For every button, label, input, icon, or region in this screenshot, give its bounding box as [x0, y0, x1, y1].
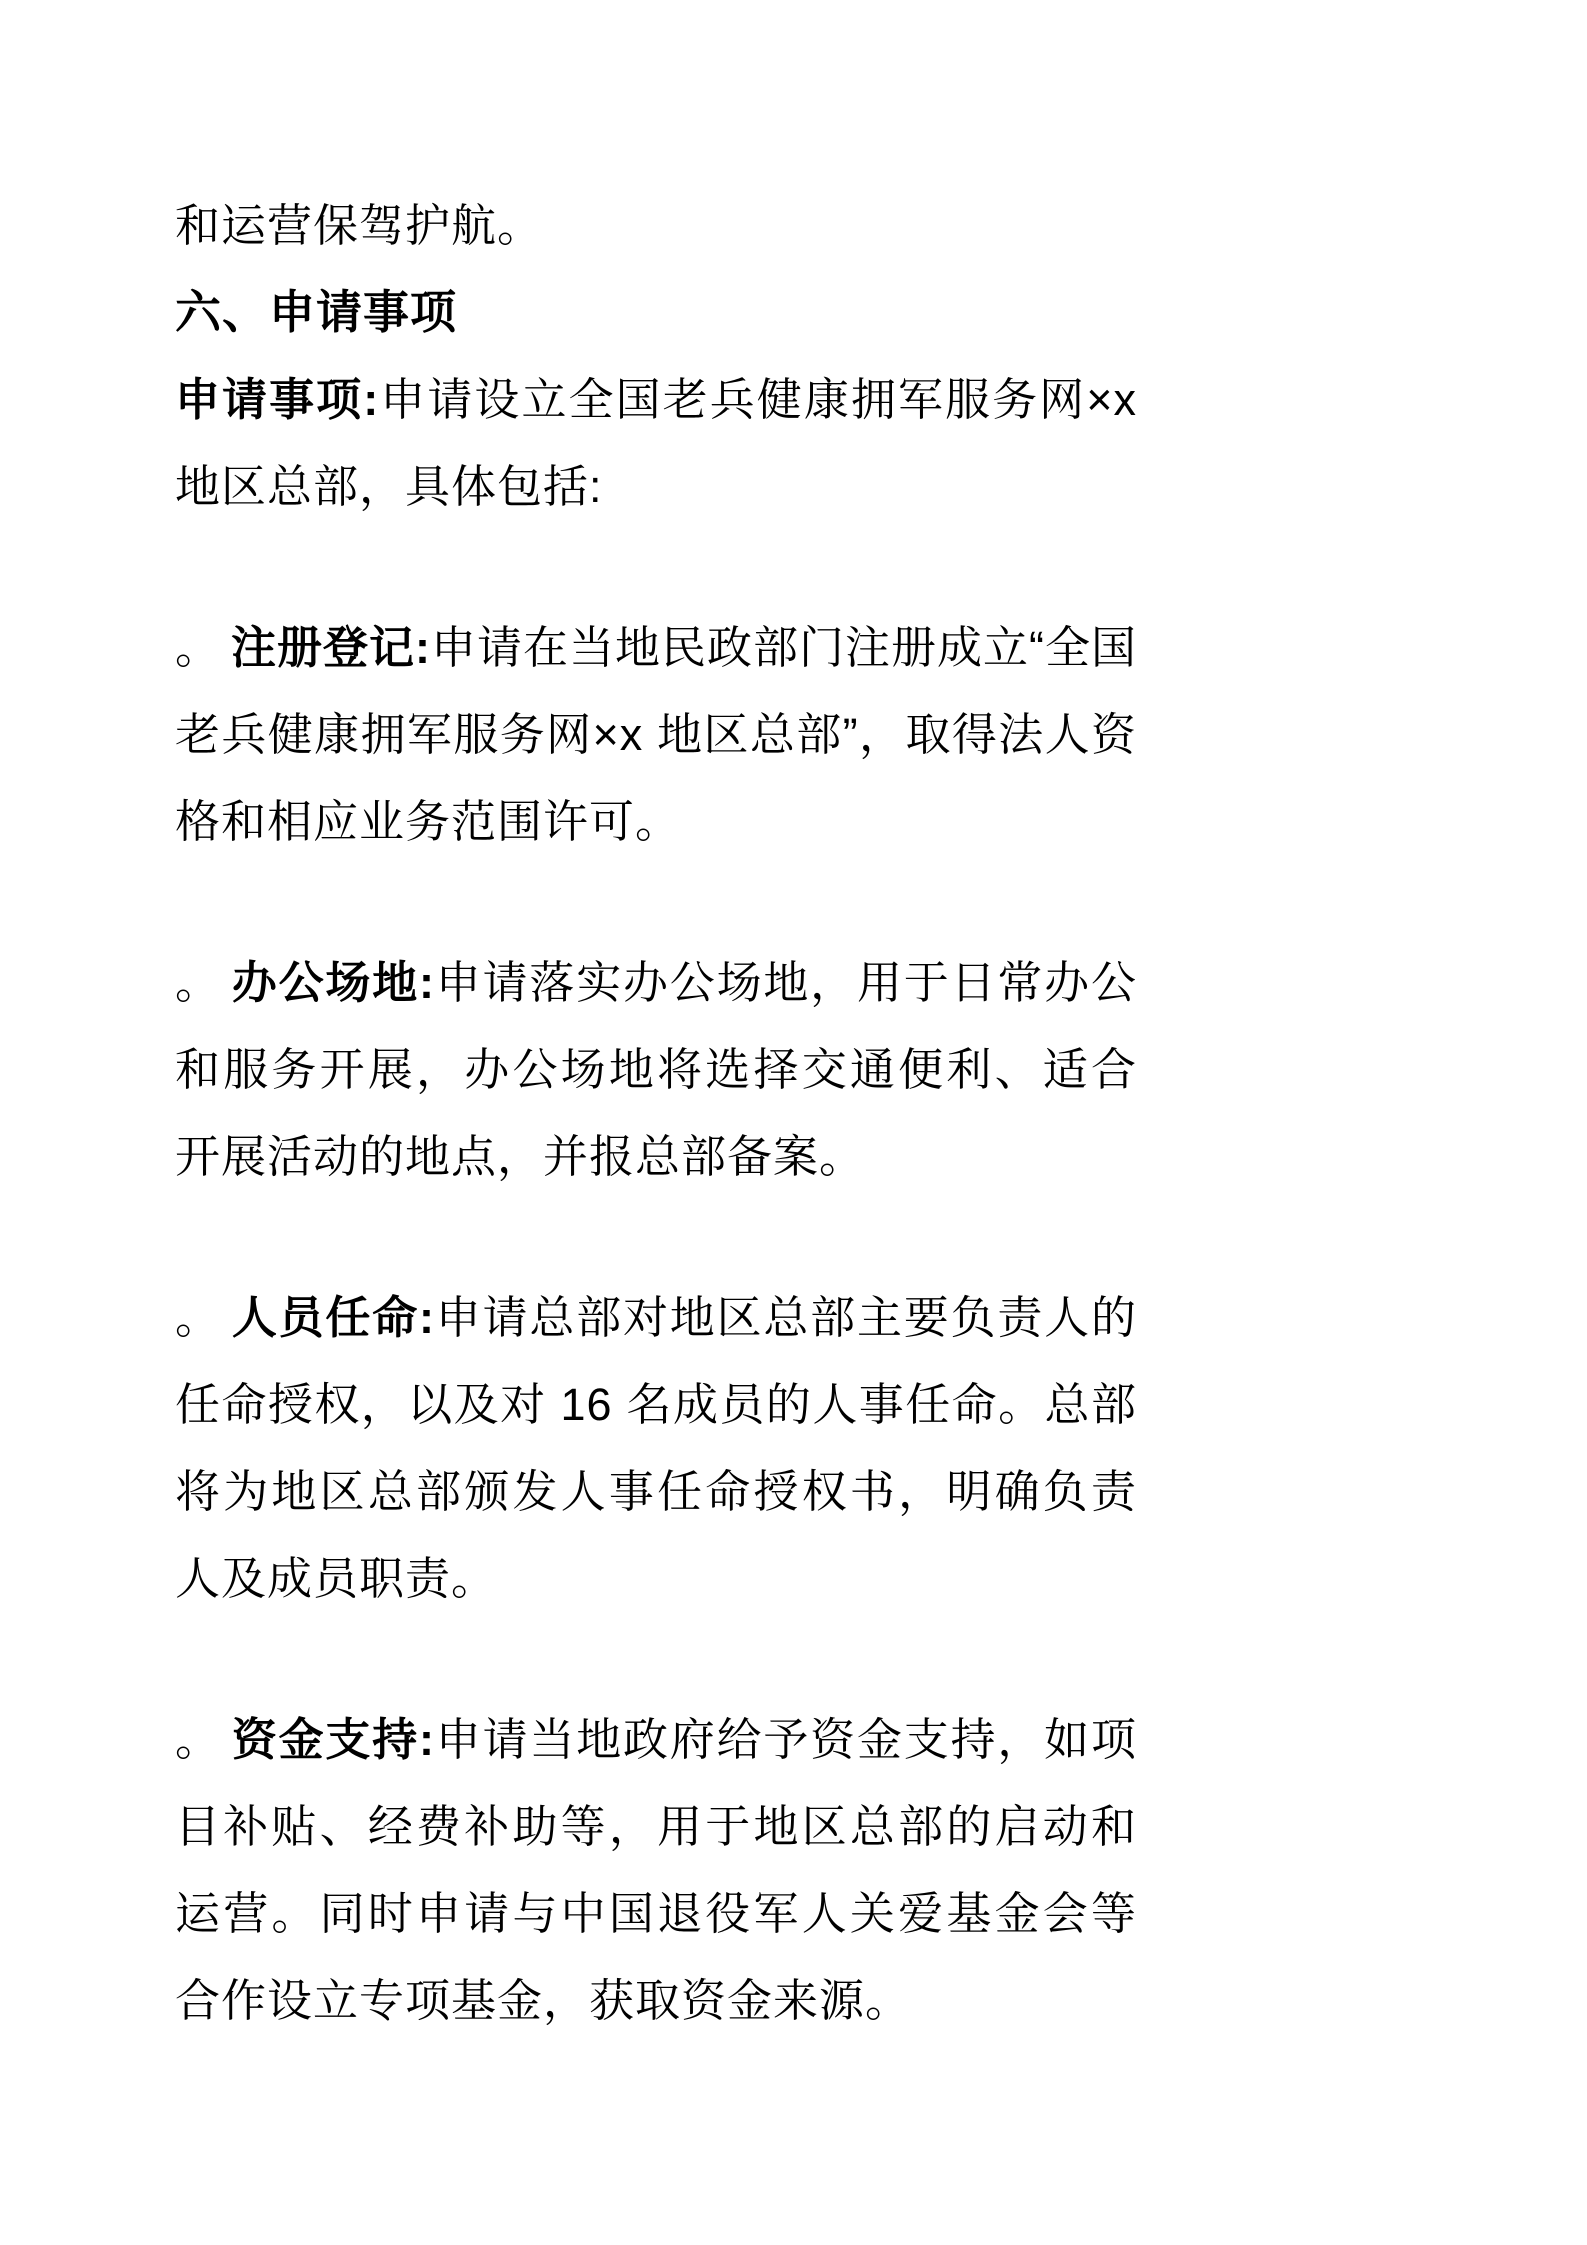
section-heading: 六、申请事项 — [175, 286, 457, 338]
bullet-paragraph-personnel — [175, 1274, 1137, 1622]
paragraph-continuation — [175, 182, 1137, 269]
bullet-marker: 。 — [175, 1714, 222, 1765]
bullet-paragraph-registration — [175, 604, 1137, 865]
bullet-marker: 。 — [175, 957, 222, 1008]
item-text: 申请总部对地区总部主要负责人的任命授权，以及对 16 名成员的人事任命。总部将为地区总部颁发人事任命授权书，明确负责人及成员职责。 — [175, 1292, 1137, 1604]
bullet-marker: 。 — [175, 622, 222, 673]
overview-label: 申请事项: — [175, 374, 380, 425]
item-label: 办公场地: — [231, 957, 435, 1008]
item-text: 申请在当地民政部门注册成立“全国老兵健康拥军服务网×x 地区总部”，取得法人资格和相应业务范围许可。 — [175, 622, 1138, 847]
item-label: 人员任命: — [231, 1292, 435, 1343]
bullet-paragraph-funding — [175, 1696, 1137, 2044]
bullet-paragraph-office-space — [175, 939, 1137, 1200]
paragraph-overview — [175, 356, 1137, 530]
document-content — [175, 182, 1137, 2044]
continuation-text: 和运营保驾护航。 — [175, 200, 544, 251]
item-label: 资金支持: — [231, 1714, 435, 1765]
item-label: 注册登记: — [231, 622, 432, 673]
bullet-marker: 。 — [175, 1292, 222, 1343]
item-text: 申请落实办公场地，用于日常办公和服务开展，办公场地将选择交通便利、适合开展活动的地点，并报总部备案。 — [175, 957, 1137, 1182]
item-text: 申请当地政府给予资金支持，如项目补贴、经费补助等，用于地区总部的启动和运营。同时申请与中国退役军人关爱基金会等合作设立专项基金，获取资金来源。 — [175, 1714, 1137, 2026]
overview-text: 申请设立全国老兵健康拥军服务网×x 地区总部，具体包括: — [175, 374, 1137, 512]
